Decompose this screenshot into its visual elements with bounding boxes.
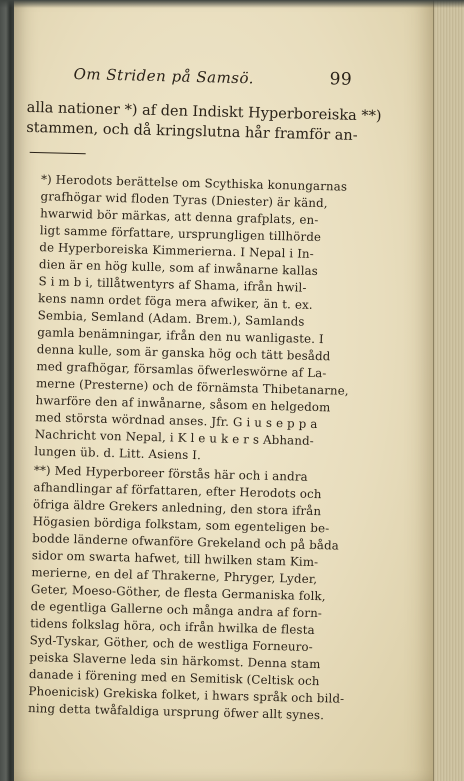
main-text-line: alla nationer *) af den Indiskt Hyperboreiska **): [26, 99, 382, 125]
footnote-line: med grafhögar, församlas öfwerleswörne af La-: [36, 359, 327, 381]
footnote-line: bodde länderne ofwanföre Grekeland och på båda: [32, 531, 340, 553]
footnote-line: de Hyperboreiska Kimmerierna. I Nepal i In-: [39, 240, 315, 261]
footnote-1: [24, 171, 423, 469]
footnote-line: ning detta twåfaldiga ursprung öfwer allt synes.: [27, 701, 325, 723]
footnote-line: denna kulle, som är ganska hög och tätt besådd: [36, 342, 331, 364]
page-number: 99: [329, 69, 353, 90]
main-text-line: stammen, och då kringslutna hår framför an-: [26, 119, 358, 144]
running-title: Om Striden på Samsö.: [73, 64, 255, 88]
footnote-line: sidor om swarta hafwet, till hwilken stam Kim-: [31, 548, 319, 570]
footnote-line: tidens folkslag höra, och ifrån hwilka de flesta: [30, 616, 315, 638]
footnote-line: Högasien bördiga folkstam, som egenteligen be-: [32, 514, 330, 536]
footnote-line: Sembia, Semland (Adam. Brem.), Samlands: [37, 308, 305, 329]
main-text: [26, 98, 425, 148]
footnote-line: med största wördnad anses. Jfr. G i u s e p p a: [35, 410, 318, 432]
footnote-line: merne (Presterne) och de förnämsta Thibetanarne,: [35, 376, 349, 398]
footnote-line: grafhögar wid floden Tyras (Dniester) är känd,: [40, 189, 328, 211]
footnote-line: merierne, en del af Thrakerne, Phryger, Lyder,: [31, 565, 318, 587]
footnote-line: Syd-Tyskar, Göther, och de westliga Forneuro-: [29, 633, 314, 654]
footnote-line: S i m b i, tillåtwentyrs af Shama, ifrån hwil-: [38, 274, 307, 295]
footnote-line: hwarwid bör märkas, att denna grafplats, en-: [40, 206, 319, 227]
footnote-2: [18, 462, 416, 727]
footnote-line: *) Herodots berättelse om Scythiska konungarnas: [40, 172, 348, 194]
scan-top-shadow: [0, 0, 464, 8]
footnote-line: peiska Slaverne leda sin härkomst. Denna stam: [29, 650, 321, 672]
footnote-line: lungen üb. d. Litt. Asiens I.: [34, 444, 202, 463]
footnote-line: **) Med Hyperboreer förstås här och i andra: [33, 463, 308, 484]
footnote-line: öfriga äldre Grekers anledning, den stora ifrån: [32, 497, 322, 519]
footnote-line: hwarföre den af inwånarne, såsom en helgedom: [35, 393, 331, 415]
footnote-line: gamla benämningar, ifrån den nu wanligaste. I: [37, 325, 324, 347]
footnote-line: kens namn ordet föga mera afwiker, än t. ex.: [37, 291, 313, 312]
footnote-separator-rule: [30, 152, 86, 154]
footnote-line: de egentliga Gallerne och många andra af forn-: [30, 599, 323, 621]
footnote-line: danade i förening med en Semitisk (Celtisk och: [28, 667, 320, 689]
footnote-line: ligt samme författare, ursprungligen tillhörde: [39, 223, 322, 245]
footnote-line: Geter, Moeso-Göther, de flesta Germaniska folk,: [30, 582, 326, 604]
running-head: [33, 58, 426, 98]
paper-page: [14, 0, 434, 781]
footnote-line: Nachricht von Nepal, i K l e u k e r s Abhand-: [34, 427, 315, 448]
footnote-line: dien är en hög kulle, som af inwånarne kallas: [38, 257, 319, 278]
footnote-line: afhandlingar af författaren, efter Herodots och: [33, 480, 322, 502]
page-stack-edge: [433, 0, 464, 781]
footnote-line: Phoenicisk) Grekiska folket, i hwars språk och bild-: [28, 684, 345, 706]
page-text-block: [18, 58, 426, 726]
